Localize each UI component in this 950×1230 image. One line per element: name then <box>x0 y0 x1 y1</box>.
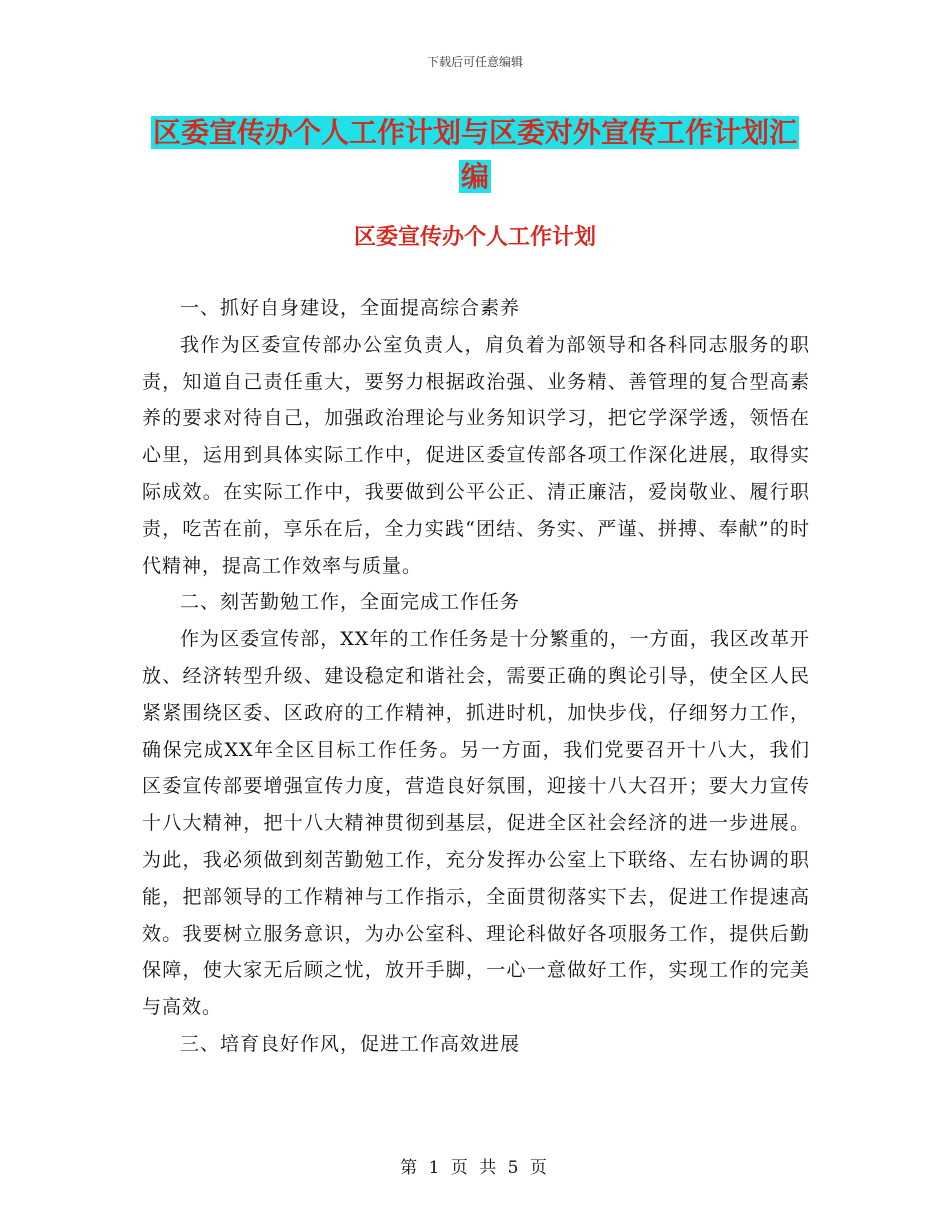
heading-1: 一、抓好自身建设，全面提高综合素养 <box>180 297 521 319</box>
header-note: 下载后可任意编辑 <box>426 55 523 69</box>
page-footer: 第 1 页 共 5 页 <box>400 1158 550 1178</box>
document-title-text: 区委宣传办个人工作计划与区委对外宣传工作计划汇编 <box>152 116 797 193</box>
document-title <box>140 111 810 199</box>
document-body <box>142 290 810 1063</box>
heading-2: 二、刻苦勤勉工作，全面完成工作任务 <box>180 591 521 614</box>
paragraph-2: 作为区委宣传部，XX年的工作任务是十分繁重的，一方面，我区改革开放、经济转型升级、建设稳定和谐社会，需要正确的舆论引导，使全区人民紧紧围绕区委、区政府的工作精神，抓进时机，加快步伐，仔细努力工作，确保完成XX年全区目标工作任务。另一方面，我们党要召开十八大，我们区委宣传部要增强宣传力度，营造良好氛围，迎接十八大召开；要大力宣传十八大精神，把十八大精神贯彻到基层，促进全区社会经济的进一步进展。为此，我必须做到刻苦勤勉工作，充分发挥办公室上下联络、左右协调的职能，把部领导的工作精神与工作指示，全面贯彻落实下去，促进工作提速高效。我要树立服务意识，为办公室科、理论科做好各项服务工作，提供后勤保障，使大家无后顾之忧，放开手脚，一心一意做好工作，实现工作的完美与高效。 <box>142 628 810 1019</box>
section-title: 区委宣传办个人工作计划 <box>353 225 596 250</box>
heading-3: 三、培育良好作风，促进工作高效进展 <box>180 1032 521 1055</box>
paragraph-1: 我作为区委宣传部办公室负责人，肩负着为部领导和各科同志服务的职责，知道自己责任重大，要努力根据政治强、业务精、善管理的复合型高素养的要求对待自己，加强政治理论与业务知识学习，把它学深学透，领悟在心里，运用到具体实际工作中，促进区委宣传部各项工作深化进展，取得实际成效。在实际工作中，我要做到公平公正、清正廉洁，爱岗敬业、履行职责，吃苦在前，享乐在后，全力实践“团结、务实、严谨、拼搏、奉献”的时代精神，提高工作效率与质量。 <box>142 333 810 577</box>
